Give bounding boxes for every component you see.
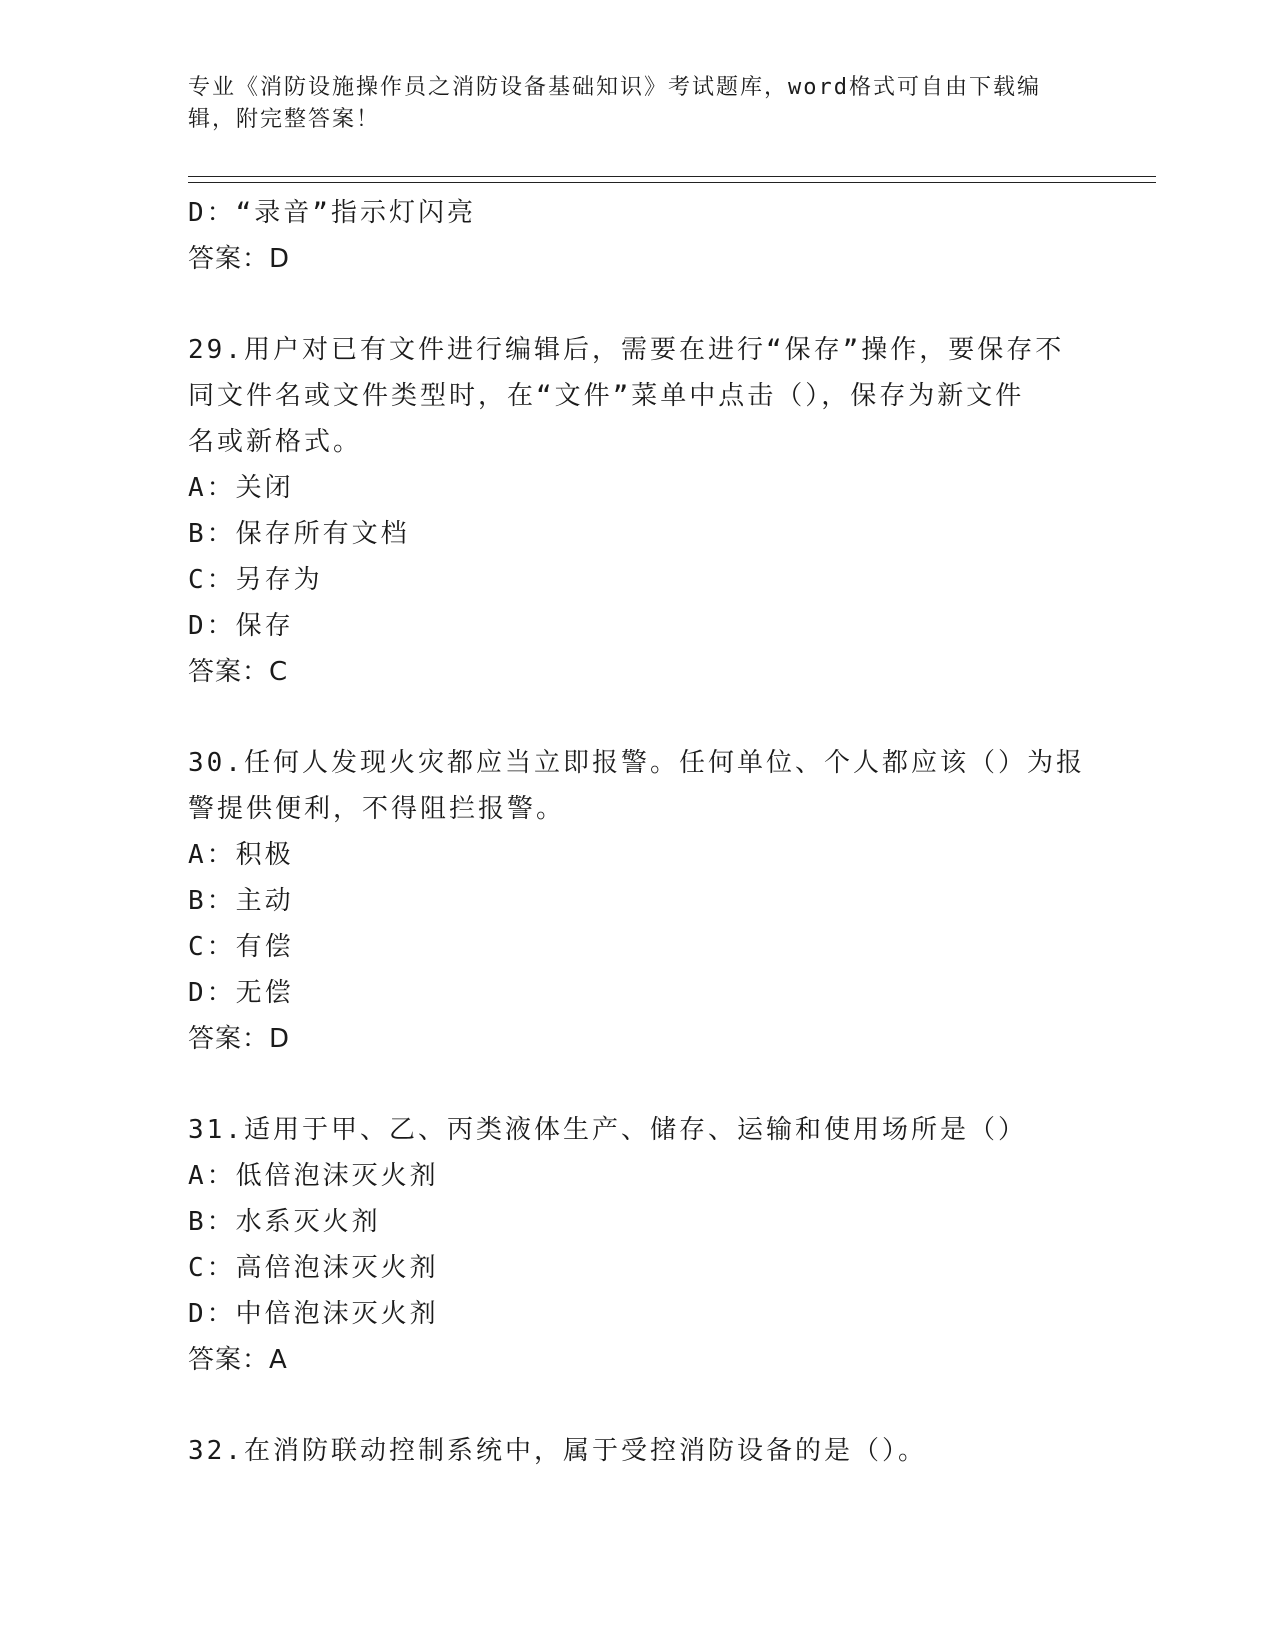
question-28-tail — [188, 190, 1088, 282]
option-d: D：“录音”指示灯闪亮 — [188, 198, 476, 228]
question-32 — [188, 1428, 1088, 1474]
question-text-line: 同文件名或文件类型时，在“文件”菜单中点击（），保存为新文件 — [188, 381, 1025, 411]
option-b: B：保存所有文档 — [188, 519, 410, 549]
header-divider-top — [188, 176, 1156, 177]
option-a: A：关闭 — [188, 473, 294, 503]
question-30 — [188, 740, 1088, 1062]
answer-line: 答案：C — [188, 657, 289, 687]
option-a: A：积极 — [188, 840, 294, 870]
question-text-line: 警提供便利，不得阻拦报警。 — [188, 794, 566, 824]
option-c: C：有偿 — [188, 932, 294, 962]
header-line-1: 专业《消防设施操作员之消防设备基础知识》考试题库，word格式可自由下载编 — [188, 75, 1041, 100]
header-divider-bottom — [188, 182, 1156, 183]
option-b: B：水系灭火剂 — [188, 1207, 381, 1237]
question-29 — [188, 327, 1088, 695]
header-line-2: 辑，附完整答案！ — [188, 107, 381, 132]
question-text-line: 30.任何人发现火灾都应当立即报警。任何单位、个人都应该（）为报 — [188, 748, 1085, 778]
question-text-line: 31.适用于甲、乙、丙类液体生产、储存、运输和使用场所是（） — [188, 1115, 1027, 1145]
option-c: C：高倍泡沫灭火剂 — [188, 1253, 439, 1283]
answer-line: 答案：D — [188, 244, 291, 274]
option-d: D：无偿 — [188, 978, 294, 1008]
question-text-line: 32.在消防联动控制系统中，属于受控消防设备的是（）。 — [188, 1436, 927, 1466]
option-a: A：低倍泡沫灭火剂 — [188, 1161, 439, 1191]
question-text-line: 名或新格式。 — [188, 427, 363, 457]
question-list — [188, 190, 1088, 1474]
answer-line: 答案：A — [188, 1345, 288, 1375]
question-text-line: 29.用户对已有文件进行编辑后，需要在进行“保存”操作，要保存不 — [188, 335, 1065, 365]
option-d: D：保存 — [188, 611, 294, 641]
option-c: C：另存为 — [188, 565, 323, 595]
answer-line: 答案：D — [188, 1024, 291, 1054]
question-31 — [188, 1107, 1088, 1383]
option-b: B：主动 — [188, 886, 294, 916]
option-d: D：中倍泡沫灭火剂 — [188, 1299, 439, 1329]
document-header — [188, 72, 1088, 136]
